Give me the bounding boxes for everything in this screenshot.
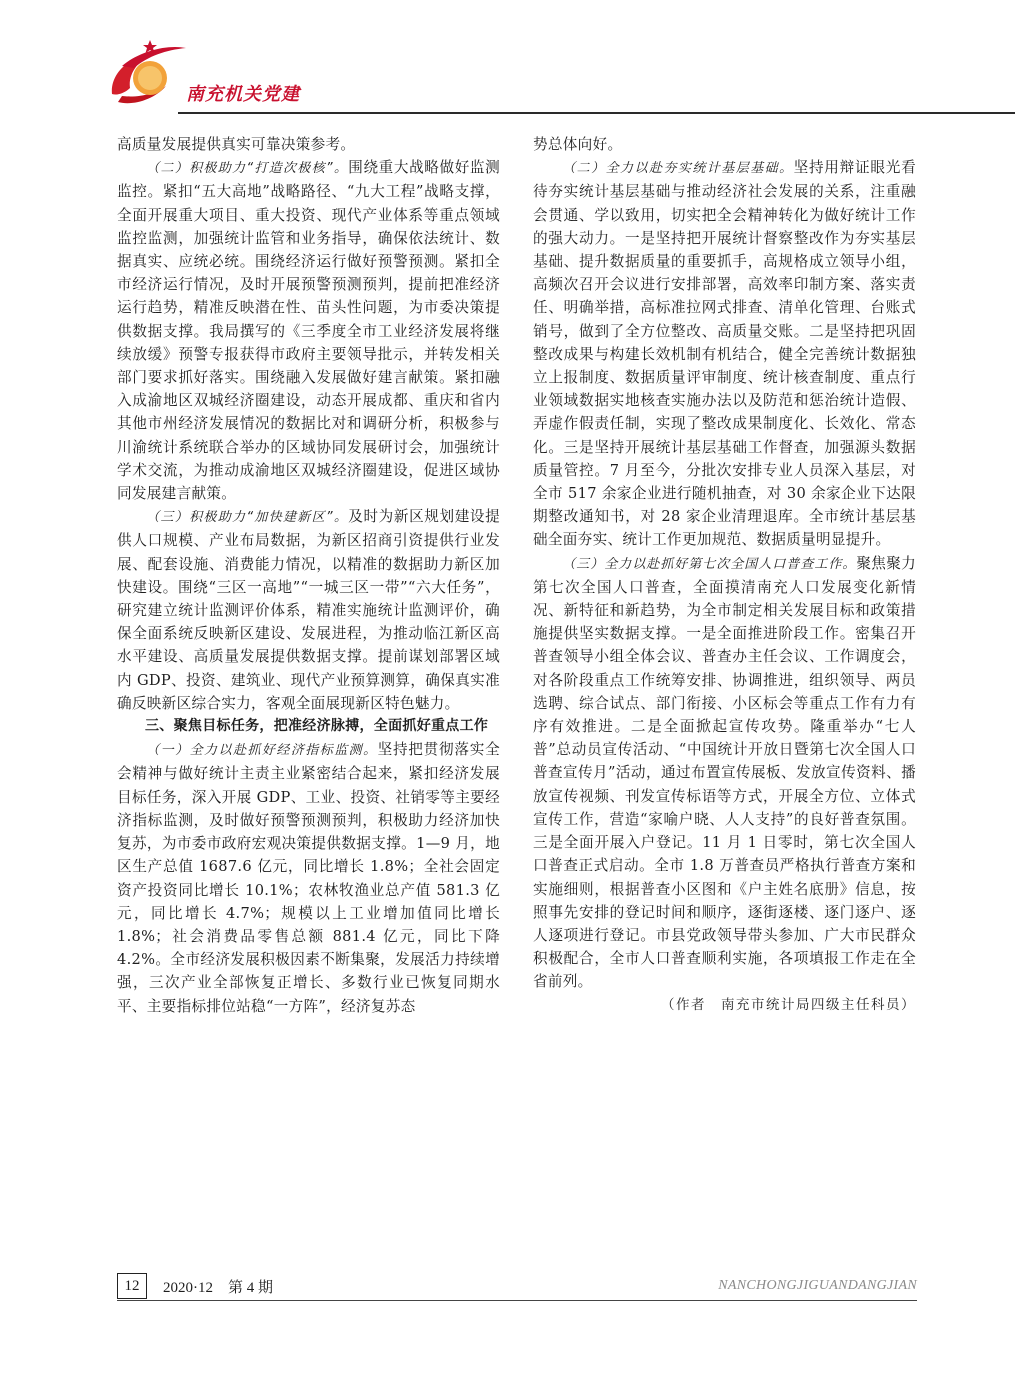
header-rule: [178, 112, 1015, 114]
footer-rule: [117, 1300, 917, 1301]
author-credit: （作者 南充市统计局四级主任科员）: [661, 996, 916, 1013]
right-paragraph-1: 势总体向好。: [533, 136, 623, 153]
section-lead: （二）全力以赴夯实统计基层基础。: [562, 161, 794, 177]
footer-brand: NANCHONGJIGUANDANGJIAN: [718, 1278, 917, 1293]
section-heading: 三、聚焦目标任务，把准经济脉搏，全面抓好重点工作: [145, 718, 489, 735]
paragraph-body: 聚焦聚力第七次全国人口普查，全面摸清南充人口发展变化新情况、新特征和新趋势，为全市制定相关发展目标和政策措施提供坚实数据支撑。一是全面推进阶段工作。密集召开普查领导小组全体会议、普查办主任会议、工作调度会，对各阶段重点工作统筹安排、协调推进，组织领导、两员选聘、综合试点、部门衔接、小区标会等重点工作有力有序有效推进。二是全面掀起宣传攻势。隆重举办“七人普”总动员宣传活动、“中国统计开放日暨第七次全国人口普查宣传月”活动，通过布置宣传展板、发放宣传资料、播放宣传视频、刊发宣传标语等方式，开展全方位、立体式宣传工作，营造“家喻户晓、人人支持”的良好普查氛围。三是全面开展入户登记。11 月 1 日零时，第七次全国人口普查正式启动。全市 1.8 万普查员严格执行普查方案和实施细则，根据普查小区图和《户主姓名底册》信息，按照事先安排的登记时间和顺序，逐街逐楼、逐门逐户、逐人逐项进行登记。市县党政领导带头参加、广大市民群众积极配合，全市人口普查顺利实施，各项填报工作走在全省前列。: [533, 554, 916, 991]
section-lead: （三）积极助力“加快建新区”。: [146, 510, 349, 526]
left-paragraph-2: [117, 156, 500, 505]
section-lead: （三）全力以赴抓好第七次全国人口普查工作。: [562, 556, 857, 572]
party-building-logo-icon: [108, 36, 188, 108]
left-column: [117, 133, 500, 1018]
issue-label: 2020·12 第 4 期: [163, 1280, 273, 1296]
magazine-title: 南充机关党建: [186, 84, 300, 105]
section-lead: （一）全力以赴抓好经济指标监测。: [146, 743, 378, 759]
left-paragraph-4: [117, 738, 500, 1017]
right-paragraph-2: [533, 156, 916, 551]
paragraph-body: 及时为新区规划建设提供人口规模、产业布局数据，为新区招商引资提供行业发展、配套设施、消费能力情况，以精准的数据助力新区加快建设。围绕“三区一高地”“一城三区一带”“六大任务”，研究建立统计监测评价体系，精准实施统计监测评价，确保全面系统反映新区建设、发展进程，为推动临江新区高水平建设、高质量发展提供数据支撑。提前谋划部署区域内 GDP、投资、建筑业、现代产业预算测算，确保真实准确反映新区综合实力，客观全面展现新区特色魅力。: [117, 508, 500, 712]
paragraph-body: 坚持用辩证眼光看待夯实统计基层基础与推动经济社会发展的关系，注重融会贯通、学以致用，切实把全会精神转化为做好统计工作的强大动力。一是坚持把开展统计督察整改作为夯实基层基础、提升数据质量的重要抓手，高规格成立领导小组，高频次召开会议进行安排部署，高效率印制方案、落实责任、明确举措，高标准拉网式排查、清单化管理、台账式销号，做到了全方位整改、高质量交账。二是坚持把巩固整改成果与构建长效机制有机结合，健全完善统计数据独立上报制度、数据质量评审制度、统计核查制度、重点行业领域数据实地核查实施办法以及防范和惩治统计造假、弄虚作假责任制，实现了整改成果制度化、长效化、常态化。三是坚持开展统计基层基础工作督查，加强源头数据质量管控。7 月至今，分批次安排专业人员深入基层，对全市 517 余家企业进行随机抽查，对 30 余家企业下达限期整改通知书，对 28 家企业清理退库。全市统计基层基础全面夯实、统计工作更加规范、数据质量明显提升。: [533, 159, 916, 549]
paragraph-body: 坚持把贯彻落实全会精神与做好统计主责主业紧密结合起来，紧扣经济发展目标任务，深入开展 GDP、工业、投资、社销零等主要经济指标监测，及时做好预警预测预判，积极助力经济加快复苏，为市委市政府宏观决策提供数据支撑。1—9 月，地区生产总值 1687.6 亿元，同比增长 1.8%；全社会固定资产投资同比增长 10.1%；农林牧渔业总产值 581.3 亿元，同比增长 4.7%；规模以上工业增加值同比增长 1.8%；社会消费品零售总额 881.4 亿元，同比下降 4.2%。全市经济发展积极因素不断集聚，发展活力持续增强，三次产业全部恢复正增长、多数行业已恢复同期水平、主要指标排位站稳“一方阵”，经济复苏态: [117, 741, 500, 1015]
paragraph-body: 围绕重大战略做好监测监控。紧扣“五大高地”战略路径、“九大工程”战略支撑，全面开展重大项目、重大投资、现代产业体系等重点领域监控监测，加强统计监管和业务指导，确保依法统计、数据真实、应统必统。围绕经济运行做好预警预测。紧扣全市经济运行情况，及时开展预警预测预判，提前把准经济运行趋势，精准反映潜在性、苗头性问题，为市委决策提供数据支撑。我局撰写的《三季度全市工业经济发展将继续放缓》预警专报获得市政府主要领导批示，并转发相关部门要求抓好落实。围绕融入发展做好建言献策。紧扣融入成渝地区双城经济圈建设，动态开展成都、重庆和省内其他市州经济发展情况的数据比对和调研分析，积极参与川渝统计系统联合举办的区域协同发展研讨会，加强统计学术交流，为推动成渝地区双城经济圈建设，促进区域协同发展建言献策。: [117, 159, 500, 503]
right-paragraph-3: [533, 552, 916, 994]
left-paragraph-1: 高质量发展提供真实可靠决策参考。: [117, 136, 356, 153]
left-paragraph-3: [117, 505, 500, 715]
page-number: 12: [117, 1273, 147, 1299]
right-column: [533, 133, 916, 1017]
section-lead: （二）积极助力“打造次极核”。: [146, 161, 349, 177]
